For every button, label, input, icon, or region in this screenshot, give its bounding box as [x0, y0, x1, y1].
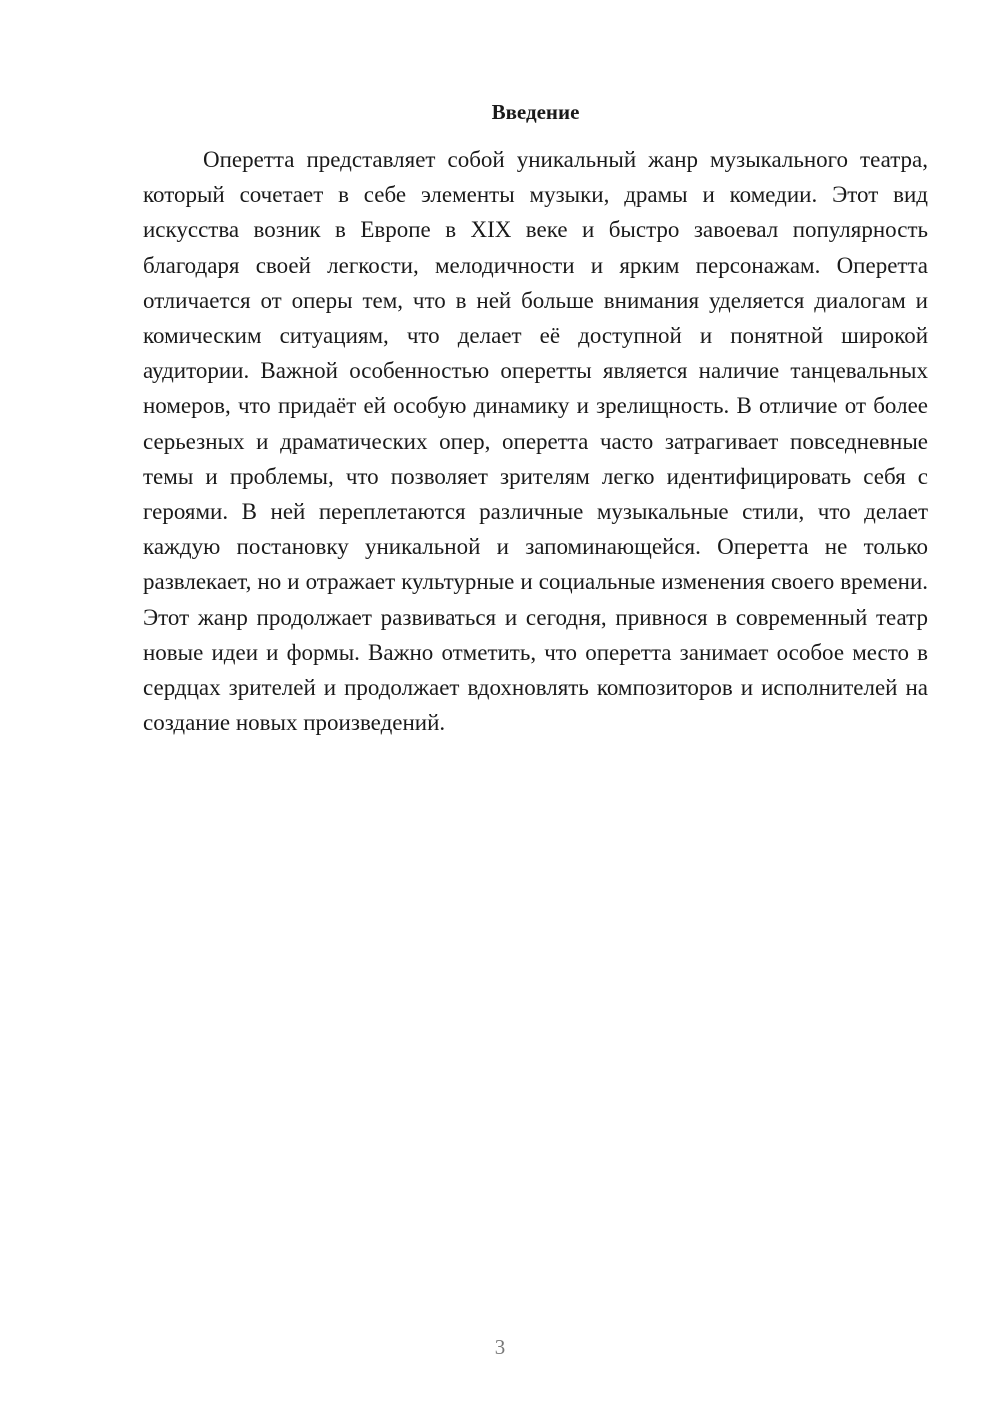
page-number: 3 [494, 1335, 506, 1359]
body-paragraph: Оперетта представляет собой уникальный жанр музыкального театра, который сочетает в себе элементы музыки, драмы и комедии. Этот вид искусства возник в Европе в XIX веке и быстро завоевал популярность благодаря своей легкости, мелодичности и ярким персонажам. Оперетта отличается от оперы тем, что в ней больше внимания уделяется диалогам и комическим ситуациям, что делает её доступной и понятной широкой аудитории. Важной особенностью оперетты является наличие танцевальных номеров, что придаёт ей особую динамику и зрелищность. В отличие от более серьезных и драматических опер, оперетта часто затрагивает повседневные темы и проблемы, что позволяет зрителям легко идентифицировать себя с героями. В ней переплетаются различные музыкальные стили, что делает каждую постановку уникальной и запоминающейся. Оперетта не только развлекает, но и отражает культурные и социальные изменения своего времени. Этот жанр продолжает развиваться и сегодня, привнося в современный театр новые идеи и формы. Важно отметить, что оперетта занимает особое место в сердцах зрителей и продолжает вдохновлять композиторов и исполнителей на создание новых произведений. [143, 147, 928, 736]
section-heading: Введение [491, 100, 580, 124]
